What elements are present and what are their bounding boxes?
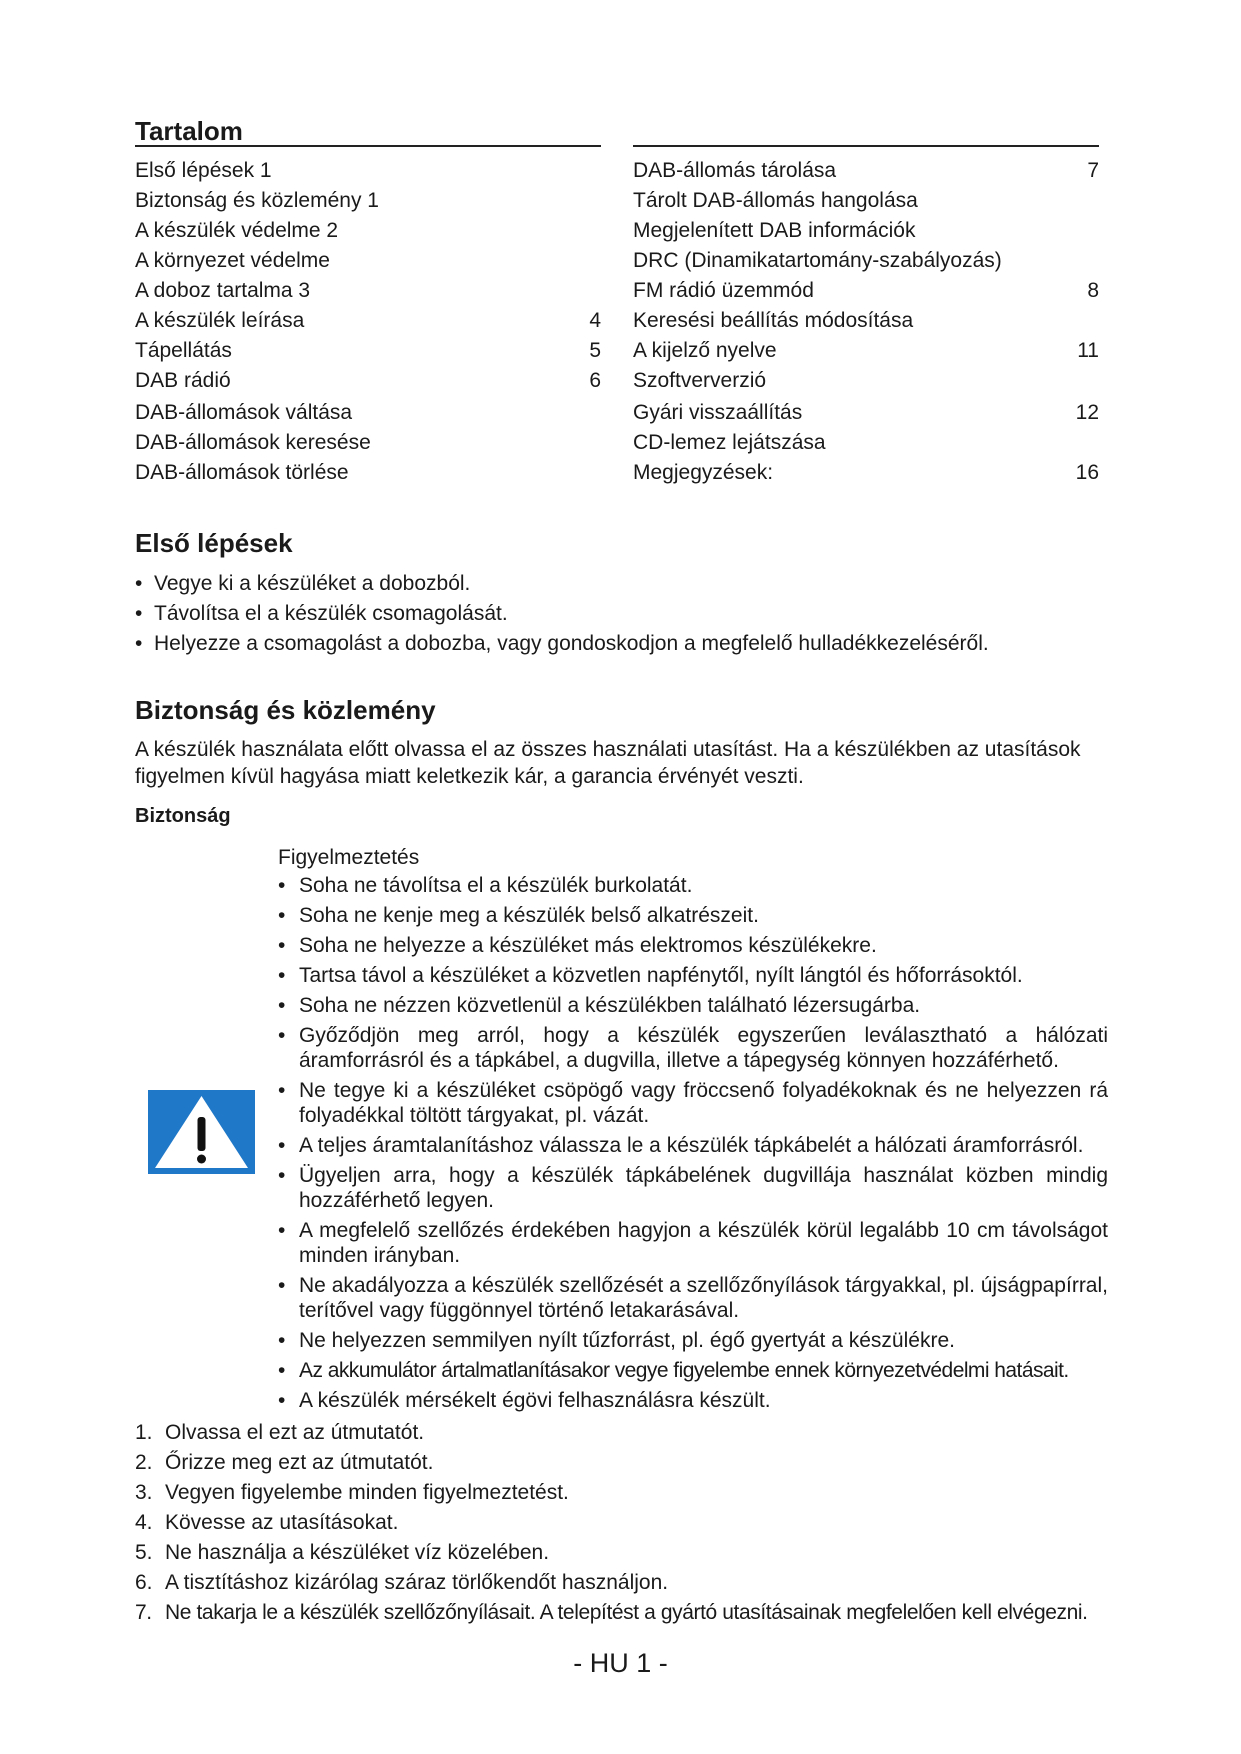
list-item: • Távolítsa el a készülék csomagolását. (135, 599, 1115, 629)
toc-right-column (633, 156, 1099, 488)
list-item: • Az akkumulátor ártalmatlanításakor vegye figyelembe ennek környezetvédelmi hatásait. (278, 1358, 1108, 1383)
toc-left-column (135, 156, 601, 488)
list-item: • A megfelelő szellőzés érdekében hagyjon a készülék körül legalább 10 cm távolságot minden irányban. (278, 1218, 1108, 1268)
safety-intro: A készülék használata előtt olvassa el az összes használati utasítást. Ha a készülékben az utasítások figyelmen kívül hagyása miatt keletkezik kár, a garancia érvényét veszti. (135, 738, 1081, 788)
toc-entry[interactable]: Megjelenített DAB információk (633, 219, 916, 242)
toc-entry[interactable]: DRC (Dinamikatartomány-szabályozás) (633, 249, 1002, 272)
list-item: • Ne akadályozza a készülék szellőzését a szellőzőnyílások tárgyakkal, pl. újságpapírral, terítővel vagy függönnyel történő letakarásával. (278, 1273, 1108, 1323)
toc-entry[interactable]: Tápellátás 5 (135, 339, 601, 362)
list-item: • Soha ne kenje meg a készülék belső alkatrészeit. (278, 903, 1108, 928)
numbered-instructions (135, 1418, 1135, 1628)
toc-header-left (135, 113, 601, 147)
list-item: 1. Olvassa el ezt az útmutatót. (135, 1421, 425, 1444)
toc-entry[interactable]: Megjegyzések: 16 (633, 461, 1099, 484)
list-item: 4. Kövesse az utasításokat. (135, 1511, 399, 1534)
toc-entry[interactable]: Keresési beállítás módosítása (633, 309, 914, 332)
list-item: 6. A tisztításhoz kizárólag száraz törlőkendőt használjon. (135, 1571, 669, 1594)
list-item: 5. Ne használja a készüléket víz közelében. (135, 1541, 550, 1564)
page-number: - HU 1 - (573, 1648, 668, 1678)
section-title-first-steps: Első lépések (135, 528, 293, 558)
list-item: • Tartsa távol a készüléket a közvetlen napfénytől, nyílt lángtól és hőforrásoktól. (278, 963, 1108, 988)
toc-entry[interactable]: FM rádió üzemmód 8 (633, 279, 1099, 302)
toc-header-right (633, 113, 1099, 147)
warning-title: Figyelmeztetés (278, 846, 420, 869)
list-item: • Vegye ki a készüléket a dobozból. (135, 569, 1115, 599)
list-item: • Soha ne távolítsa el a készülék burkolatát. (278, 873, 1108, 898)
toc-entry[interactable]: DAB rádió 6 (135, 369, 601, 392)
toc-entry[interactable]: Gyári visszaállítás 12 (633, 401, 1099, 424)
toc-entry[interactable]: Szoftververzió (633, 369, 767, 392)
toc-entry[interactable]: A kijelző nyelve 11 (633, 339, 1099, 362)
list-item: • A teljes áramtalanításhoz válassza le a készülék tápkábelét a hálózati áramforrásról. (278, 1133, 1108, 1158)
toc-entry[interactable]: DAB-állomások törlése (135, 461, 349, 484)
list-item: • Soha ne nézzen közvetlenül a készülékben található lézersugárba. (278, 993, 1108, 1018)
warning-triangle-icon (148, 1090, 255, 1174)
list-item: 3. Vegyen figyelembe minden figyelmeztetést. (135, 1481, 569, 1504)
list-item: 2. Őrizze meg ezt az útmutatót. (135, 1451, 434, 1474)
toc-entry[interactable]: CD-lemez lejátszása (633, 431, 826, 454)
toc-title: Tartalom (135, 116, 243, 146)
warning-list (278, 873, 1108, 1418)
toc-entry[interactable]: A készülék védelme 2 (135, 219, 339, 242)
list-item: 7. Ne takarja le a készülék szellőzőnyílásait. A telepítést a gyártó utasításainak megfelelően kell elvégezni. (135, 1601, 1088, 1624)
list-item: • Helyezze a csomagolást a dobozba, vagy gondoskodjon a megfelelő hulladékkezeléséről. (135, 629, 1115, 659)
list-item: • Ne helyezzen semmilyen nyílt tűzforrást, pl. égő gyertyát a készülékre. (278, 1328, 1108, 1353)
toc-entry[interactable]: A környezet védelme (135, 249, 330, 272)
toc-entry[interactable]: Első lépések 1 (135, 159, 272, 182)
list-item: • Győződjön meg arról, hogy a készülék egyszerűen leválasztható a hálózati áramforrásról és a tápkábel, a dugvilla, illetve a tápegység könnyen hozzáférhető. (278, 1023, 1108, 1073)
list-item: • Ne tegye ki a készüléket csöpögő vagy fröccsenő folyadékoknak és ne helyezzen rá folyadékkal töltött tárgyakat, pl. vázát. (278, 1078, 1108, 1128)
toc-entry[interactable]: DAB-állomás tárolása 7 (633, 159, 1099, 182)
toc-entry[interactable]: Biztonság és közlemény 1 (135, 189, 379, 212)
list-item: • Ügyeljen arra, hogy a készülék tápkábelének dugvillája használat közben mindig hozzáférhető legyen. (278, 1163, 1108, 1213)
first-steps-list (135, 569, 1115, 659)
list-item: • A készülék mérsékelt égövi felhasználásra készült. (278, 1388, 1108, 1413)
toc-entry[interactable]: DAB-állomások váltása (135, 401, 353, 424)
list-item: • Soha ne helyezze a készüléket más elektromos készülékekre. (278, 933, 1108, 958)
toc-entry[interactable]: DAB-állomások keresése (135, 431, 371, 454)
toc-entry[interactable]: Tárolt DAB-állomás hangolása (633, 189, 918, 212)
toc-entry[interactable]: A készülék leírása 4 (135, 309, 601, 332)
section-title-safety: Biztonság és közlemény (135, 695, 436, 725)
safety-subtitle: Biztonság (135, 805, 231, 827)
toc-entry[interactable]: A doboz tartalma 3 (135, 279, 311, 302)
